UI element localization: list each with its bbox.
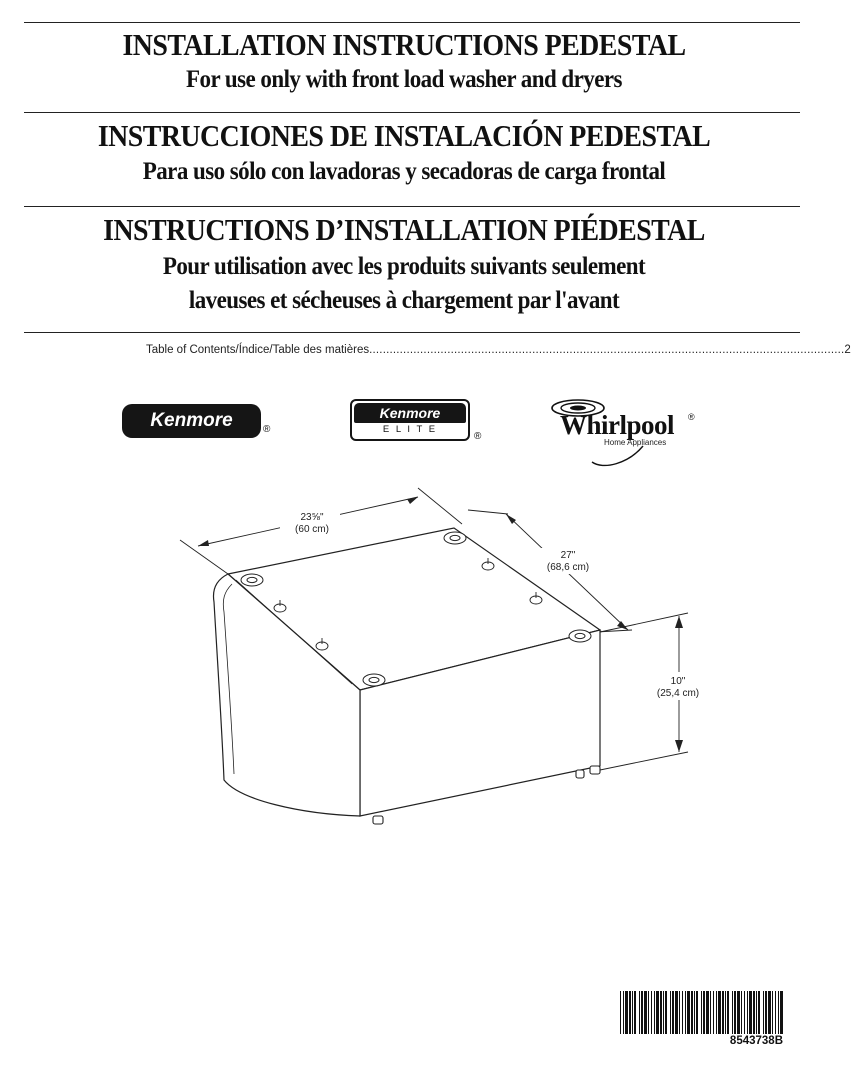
barcode-bar xyxy=(639,991,640,1034)
barcode-bar xyxy=(660,991,662,1034)
barcode-bar xyxy=(685,991,686,1034)
elite-wordmark: E L I T E xyxy=(382,424,438,435)
barcode-bar xyxy=(648,991,649,1034)
barcode-bar xyxy=(644,991,647,1034)
whirlpool-wordmark: Whirlpool xyxy=(560,410,675,440)
kenmore-elite-registered-mark: ® xyxy=(474,431,482,442)
barcode-bar xyxy=(691,991,693,1034)
kenmore-elite-logo xyxy=(350,399,486,445)
barcode-bar xyxy=(756,991,757,1034)
barcode-bar xyxy=(675,991,678,1034)
barcode-bar xyxy=(749,991,752,1034)
barcode-bar xyxy=(634,991,636,1034)
depth-inches: 27" xyxy=(560,550,576,561)
top-rule xyxy=(24,22,800,23)
width-inches: 23⅝" xyxy=(300,512,324,523)
barcode xyxy=(620,991,783,1034)
barcode-bar xyxy=(732,991,733,1034)
barcode-bar xyxy=(672,991,674,1034)
width-cm: (60 cm) xyxy=(295,524,329,535)
barcode-bar xyxy=(765,991,767,1034)
barcode-bar xyxy=(623,991,624,1034)
barcode-bar xyxy=(725,991,726,1034)
barcode-bar xyxy=(763,991,764,1034)
barcode-bar xyxy=(625,991,628,1034)
barcode-bar xyxy=(727,991,729,1034)
barcode-bar xyxy=(687,991,690,1034)
subtitle-french-line-1: Pour utilisation avec les produits suivants seulement xyxy=(162,253,646,280)
part-number: 8543738B xyxy=(729,1035,783,1047)
barcode-bar xyxy=(632,991,633,1034)
subtitle-spanish: Para uso sólo con lavadoras y secadoras de carga frontal xyxy=(142,158,666,185)
whirlpool-tagline: Home Appliances xyxy=(604,438,667,447)
barcode-bar xyxy=(703,991,705,1034)
barcode-bar xyxy=(654,991,655,1034)
subtitle-english: For use only with front load washer and dryers xyxy=(186,66,622,93)
barcode-bar xyxy=(620,991,621,1034)
whirlpool-logo xyxy=(548,396,708,468)
barcode-bar xyxy=(665,991,667,1034)
depth-label xyxy=(540,550,596,574)
rule-2 xyxy=(24,206,800,207)
height-inches: 10" xyxy=(670,676,686,687)
barcode-bar xyxy=(716,991,717,1034)
title-english: INSTALLATION INSTRUCTIONS PEDESTAL xyxy=(122,27,686,62)
toc-leader-dots: ............................................................................................................................................ xyxy=(369,344,845,356)
barcode-bar xyxy=(768,991,771,1034)
barcode-bar xyxy=(706,991,709,1034)
kenmore-elite-frame xyxy=(350,399,470,441)
barcode-bar xyxy=(682,991,683,1034)
kenmore-badge xyxy=(122,404,261,438)
barcode-bar xyxy=(722,991,724,1034)
barcode-bar xyxy=(663,991,664,1034)
title-spanish: INSTRUCCIONES DE INSTALACIÓN PEDESTAL xyxy=(97,118,711,153)
rule-1 xyxy=(24,112,800,113)
subtitle-french-line-2: laveuses et sécheuses à chargement par l'avant xyxy=(188,287,620,314)
barcode-bar xyxy=(670,991,671,1034)
barcode-bar xyxy=(747,991,748,1034)
pedestal-diagram xyxy=(0,480,808,840)
whirlpool-registered-mark: ® xyxy=(688,412,695,422)
height-cm: (25,4 cm) xyxy=(656,688,700,699)
depth-cm: (68,6 cm) xyxy=(546,562,590,573)
barcode-bar xyxy=(651,991,652,1034)
barcode-bar xyxy=(737,991,740,1034)
barcode-bar xyxy=(694,991,695,1034)
toc-label: Table of Contents/Índice/Table des matières xyxy=(146,344,370,356)
height-label xyxy=(650,676,706,700)
barcode-bar xyxy=(753,991,755,1034)
barcode-bar xyxy=(629,991,631,1034)
barcode-bar xyxy=(772,991,773,1034)
barcode-bar xyxy=(744,991,745,1034)
barcode-bar xyxy=(780,991,783,1034)
kenmore-elite-badge xyxy=(354,403,466,423)
rule-3 xyxy=(24,332,800,333)
barcode-bar xyxy=(701,991,702,1034)
barcode-bar xyxy=(641,991,643,1034)
barcode-bar xyxy=(679,991,680,1034)
kenmore-registered-mark: ® xyxy=(263,424,271,435)
toc-page-number: 2 xyxy=(844,344,851,356)
kenmore-wordmark: Kenmore xyxy=(150,410,233,431)
kenmore-elite-wordmark: Kenmore xyxy=(379,405,441,421)
barcode-bar xyxy=(710,991,711,1034)
barcode-bar xyxy=(696,991,698,1034)
barcode-bar xyxy=(741,991,742,1034)
kenmore-logo xyxy=(122,404,272,440)
title-french: INSTRUCTIONS D’INSTALLATION PIÉDESTAL xyxy=(103,212,705,247)
barcode-bar xyxy=(778,991,779,1034)
table-of-contents-entry[interactable] xyxy=(146,344,851,356)
barcode-bar xyxy=(775,991,776,1034)
barcode-bar xyxy=(718,991,721,1034)
barcode-bar xyxy=(656,991,659,1034)
barcode-bar xyxy=(734,991,736,1034)
barcode-bar xyxy=(758,991,760,1034)
barcode-bar xyxy=(713,991,714,1034)
width-label xyxy=(284,512,340,536)
